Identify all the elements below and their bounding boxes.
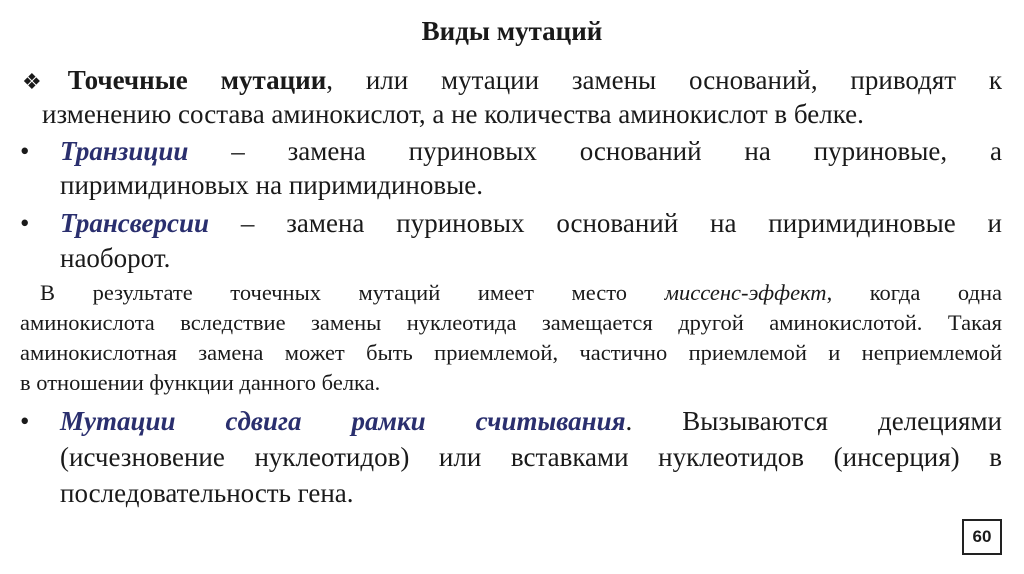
bullet-icon: • [20, 136, 30, 166]
transversions-text-1: – замена пуриновых оснований на пиримидиновые и [209, 208, 1002, 238]
frameshift-line-2: (исчезновение нуклеотидов) или вставками нуклеотидов (инсерция) в [60, 442, 1002, 472]
missense-text-post: , когда одна [826, 280, 1002, 305]
frameshift-text-1: . Вызываются делециями [625, 406, 1002, 436]
diamond-bullet-icon: ❖ [22, 69, 68, 94]
transitions-line-1 [60, 134, 1002, 168]
missense-line-4: в отношении функции данного белка. [20, 370, 381, 395]
bullet-icon: • [20, 208, 30, 238]
point-mutations-line-1 [22, 63, 1002, 99]
missense-line-3: аминокислотная замена может быть приемлемой, частично приемлемой и неприемлемой [20, 340, 1002, 365]
frameshift-term: Мутации сдвига рамки считывания [60, 406, 626, 436]
transversions-line-1 [60, 206, 1002, 240]
transitions-text-1: – замена пуриновых оснований на пуриновые, а [188, 136, 1002, 166]
point-mutations-text-1: , или мутации замены оснований, приводят к [326, 65, 1002, 95]
page-number: 60 [962, 519, 1002, 555]
missense-line-1 [20, 278, 1002, 307]
transversions-line-2: наоборот. [60, 243, 171, 273]
transversions-term: Трансверсии [60, 208, 210, 238]
point-mutations-line-2: изменению состава аминокислот, а не количества аминокислот в белке. [42, 99, 864, 129]
point-mutations-term: Точечные мутации [67, 65, 327, 95]
transitions-term: Транзиции [60, 136, 189, 166]
missense-text-pre: В результате точечных мутаций имеет место [40, 280, 665, 305]
slide-title: Виды мутаций [421, 16, 603, 46]
bullet-icon: • [20, 406, 30, 436]
transitions-line-2: пиримидиновых на пиримидиновые. [60, 170, 483, 200]
frameshift-line-3: последовательность гена. [60, 478, 354, 508]
missense-line-2: аминокислота вследствие замены нуклеотида замещается другой аминокислотой. Такая [20, 310, 1002, 335]
missense-term: миссенс-эффект [664, 280, 827, 305]
frameshift-line-1 [60, 404, 1002, 438]
